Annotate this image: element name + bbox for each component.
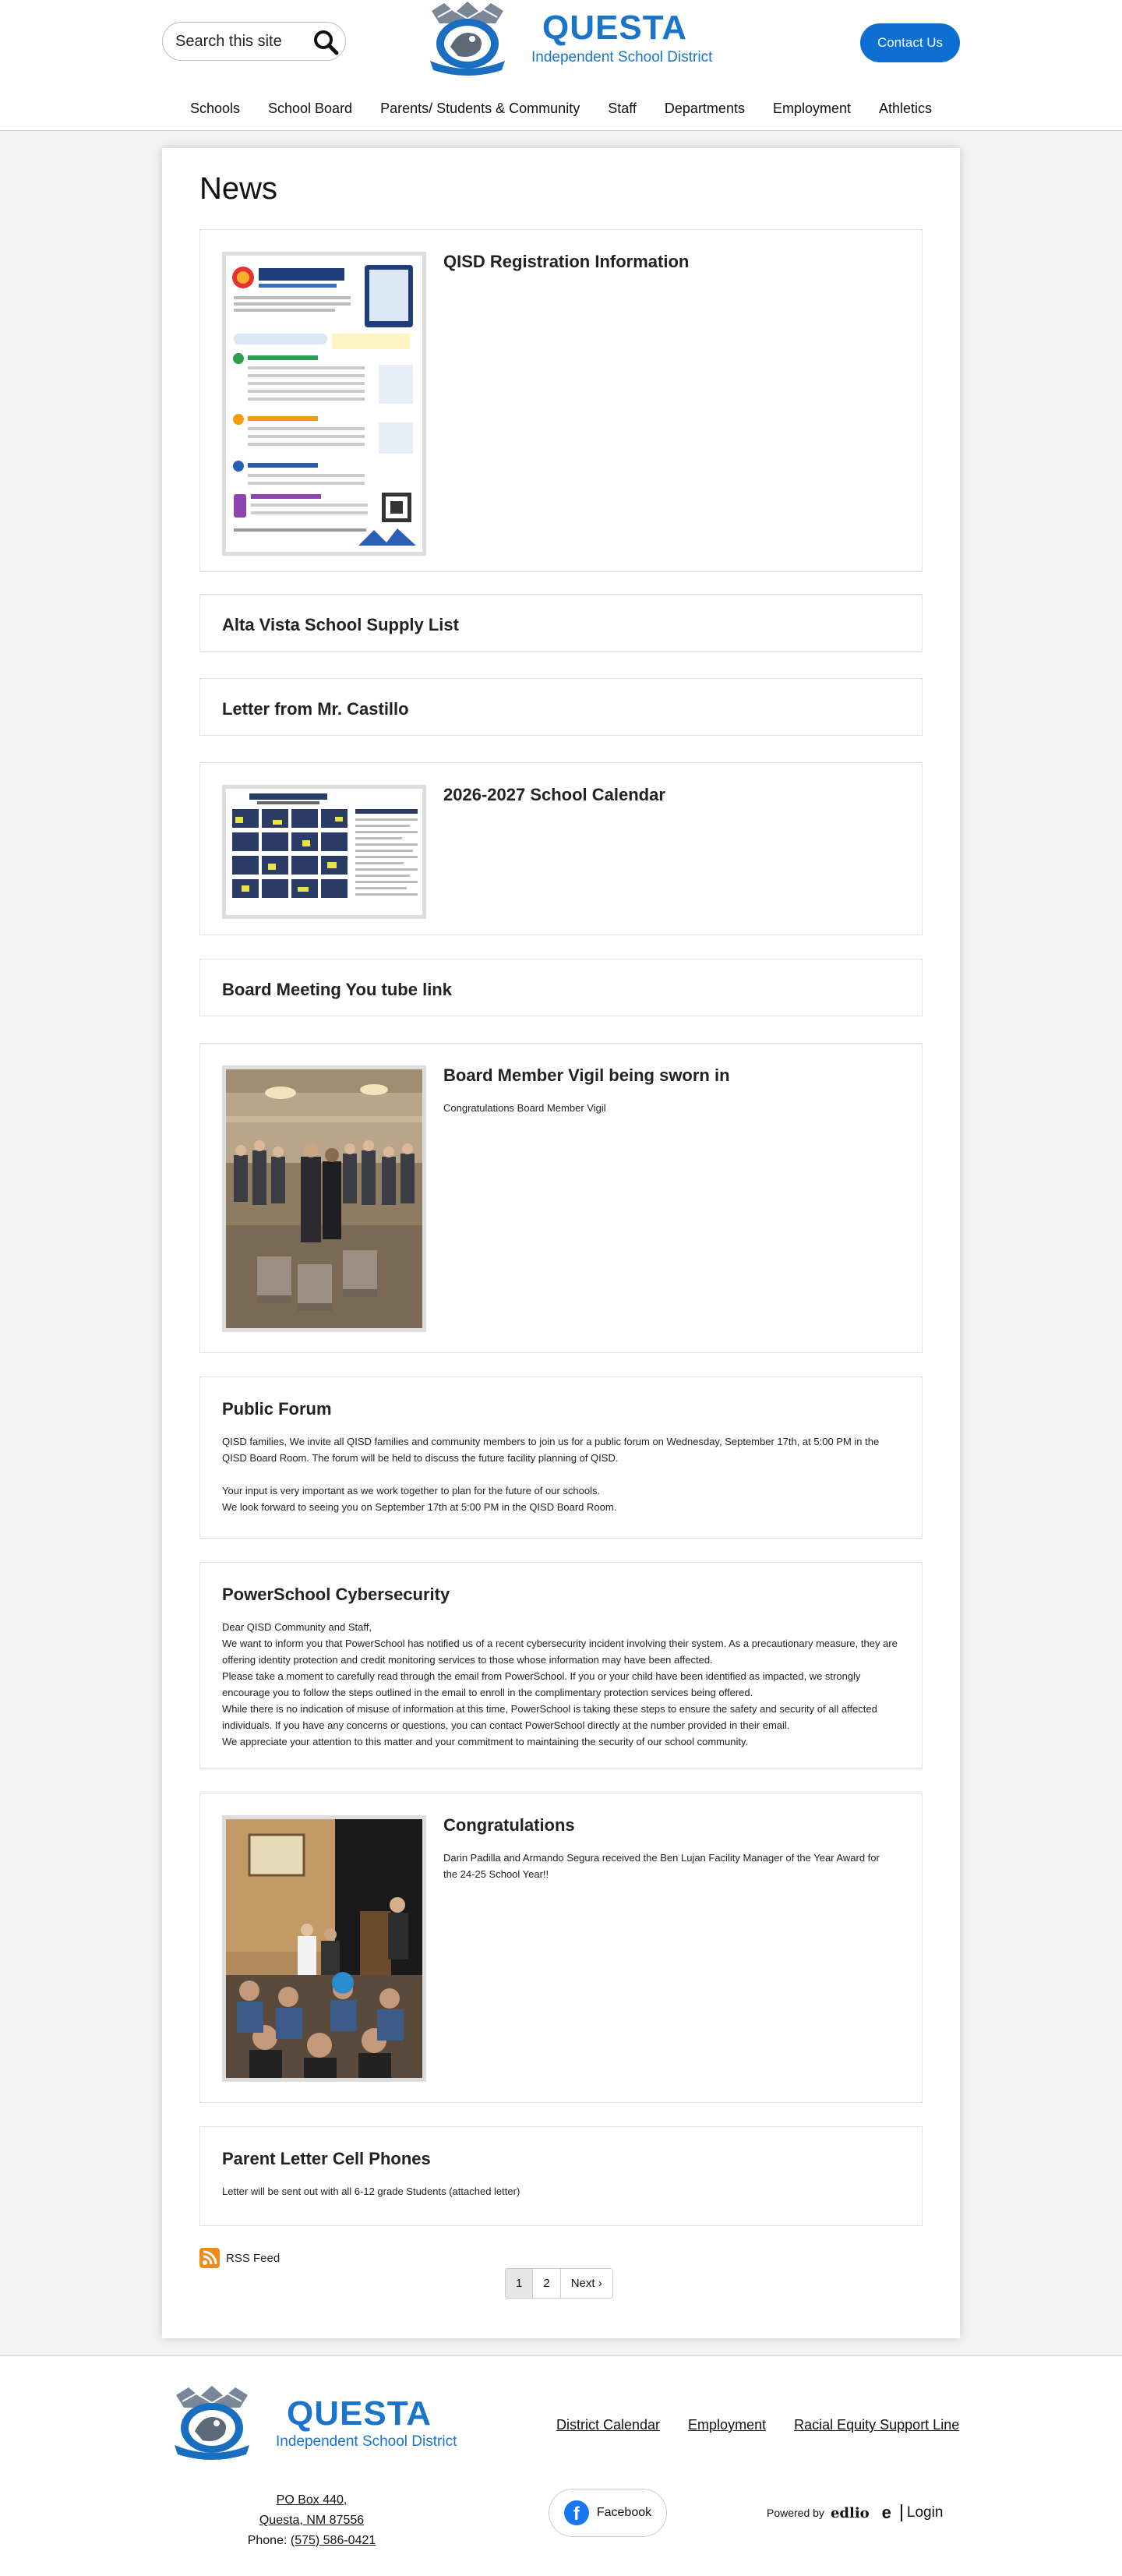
news-panel [162, 148, 960, 2338]
phone-label: Phone: [247, 2534, 291, 2547]
news-item-title[interactable]: Board Member Vigil being sworn in [443, 1065, 730, 1085]
news-item-title[interactable]: Congratulations [443, 1815, 575, 1835]
news-item [199, 229, 923, 572]
facebook-icon: f [564, 2500, 589, 2525]
brand-subtitle: Independent School District [531, 49, 713, 65]
news-paragraph: We look forward to seeing you on September 17th at 5:00 PM in the QISD Board Room. [222, 1501, 617, 1513]
footer-brand-title: QUESTA [287, 2394, 432, 2433]
district-logo[interactable] [421, 0, 514, 76]
page-1-link[interactable]: 1 [506, 2269, 533, 2298]
footer-address [234, 2490, 390, 2551]
news-paragraph: While there is no indication of misuse of information at this time, PowerSchool is taking these steps to ensure the safety and security of all affected individuals. If you have any concerns or questions, you can contact PowerSchool directly at the number provided in their email. [222, 1703, 877, 1731]
nav-schools[interactable]: Schools [189, 101, 240, 116]
news-item-title[interactable]: Alta Vista School Supply List [222, 615, 459, 634]
page-title: News [199, 171, 278, 206]
site-header [0, 0, 1122, 131]
news-item [199, 594, 923, 652]
powered-by [767, 2503, 943, 2523]
rss-icon [199, 2248, 220, 2268]
nav-athletics[interactable]: Athletics [879, 101, 933, 116]
news-item-title[interactable]: QISD Registration Information [443, 252, 690, 271]
photo-graphic [226, 1819, 422, 2078]
brand-title: QUESTA [542, 9, 688, 47]
news-paragraph: Please take a moment to carefully read through the email from PowerSchool. If you or your child have been identified as impacted, we strongly encourage you to follow the steps outlined in the email to enroll in the complimentary protection services being offered. [222, 1670, 861, 1698]
news-item-summary: Darin Padilla and Armando Segura received the Ben Lujan Facility Manager of the Year Award for the 24-25 School Year!! [443, 1852, 880, 1880]
main-nav [0, 94, 1122, 128]
news-item-title[interactable]: Letter from Mr. Castillo [222, 699, 409, 719]
calendar-graphic [226, 789, 422, 915]
search-box[interactable] [162, 22, 346, 61]
powered-by-label: Powered by [767, 2507, 824, 2519]
news-item [199, 1562, 923, 1769]
award-photo[interactable] [222, 1815, 426, 2082]
news-paragraph: We want to inform you that PowerSchool has notified us of a recent cybersecurity incident involving their system. As a precautionary measure, they are offering identity protection and credit monitoring services to those whose information may have been affected. [222, 1638, 898, 1666]
flyer-graphic [226, 256, 422, 552]
address-line-1[interactable]: PO Box 440, [276, 2493, 348, 2507]
news-paragraph: Dear QISD Community and Staff, [222, 1621, 372, 1633]
news-item [199, 1793, 923, 2103]
phone-link[interactable]: (575) 586-0421 [290, 2534, 376, 2547]
footer-brand-subtitle: Independent School District [276, 2433, 457, 2450]
news-item [199, 1376, 923, 1539]
nav-school-board[interactable]: School Board [268, 101, 353, 116]
footer-logo[interactable] [165, 2384, 259, 2461]
news-paragraph: QISD families, We invite all QISD families and community members to join us for a public forum on Wednesday, September 17th, at 5:00 PM in the QISD Board Room. The forum will be held to discuss the future facility planning of QISD. [222, 1436, 880, 1464]
edlio-e-icon: e [881, 2503, 891, 2522]
news-item-title[interactable]: 2026-2027 School Calendar [443, 785, 665, 804]
nav-staff[interactable]: Staff [608, 101, 637, 116]
news-item [199, 678, 923, 736]
photo-graphic [226, 1069, 422, 1328]
facebook-label: Facebook [596, 2506, 652, 2519]
login-link[interactable]: Login [901, 2504, 944, 2521]
facebook-button[interactable] [549, 2489, 667, 2537]
parentvue-flyer-image[interactable] [222, 252, 426, 556]
swearing-in-photo[interactable] [222, 1065, 426, 1332]
news-item-title[interactable]: Board Meeting You tube link [222, 980, 452, 999]
nav-parents-students-community[interactable]: Parents/ Students & Community [380, 101, 580, 116]
search-icon[interactable] [312, 29, 339, 55]
site-footer [0, 2355, 1122, 2576]
nav-departments[interactable]: Departments [664, 101, 745, 116]
footer-links [556, 2417, 959, 2433]
news-item [199, 1043, 923, 1353]
news-paragraph: Your input is very important as we work together to plan for the future of our schools. [222, 1485, 601, 1496]
address-line-2[interactable]: Questa, NM 87556 [259, 2514, 365, 2527]
news-item [199, 762, 923, 935]
rss-feed-link[interactable] [199, 2248, 280, 2268]
footer-link-district-calendar[interactable]: District Calendar [556, 2417, 661, 2433]
news-item-title[interactable]: Public Forum [222, 1399, 332, 1419]
search-input[interactable] [175, 33, 308, 51]
news-paragraph: We appreciate your attention to this matter and your commitment to maintaining the security of our school community. [222, 1736, 749, 1747]
news-item-title[interactable]: Parent Letter Cell Phones [222, 2149, 431, 2168]
rss-feed-label: RSS Feed [226, 2251, 280, 2265]
news-item-title[interactable]: PowerSchool Cybersecurity [222, 1585, 450, 1604]
footer-link-employment[interactable]: Employment [688, 2417, 767, 2433]
page-2-link[interactable]: 2 [533, 2269, 560, 2298]
footer-link-racial-equity[interactable]: Racial Equity Support Line [794, 2417, 960, 2433]
news-item-summary: Letter will be sent out with all 6-12 grade Students (attached letter) [222, 2186, 520, 2197]
news-item [199, 2126, 923, 2226]
news-item-summary: Congratulations Board Member Vigil [443, 1102, 606, 1114]
nav-employment[interactable]: Employment [772, 101, 851, 116]
contact-us-button[interactable]: Contact Us [860, 23, 960, 62]
next-page-link[interactable]: Next › [561, 2269, 612, 2298]
school-calendar-image[interactable] [222, 785, 426, 919]
pagination [505, 2268, 613, 2299]
edlio-logo[interactable]: edlio [830, 2504, 870, 2521]
news-item [199, 959, 923, 1016]
